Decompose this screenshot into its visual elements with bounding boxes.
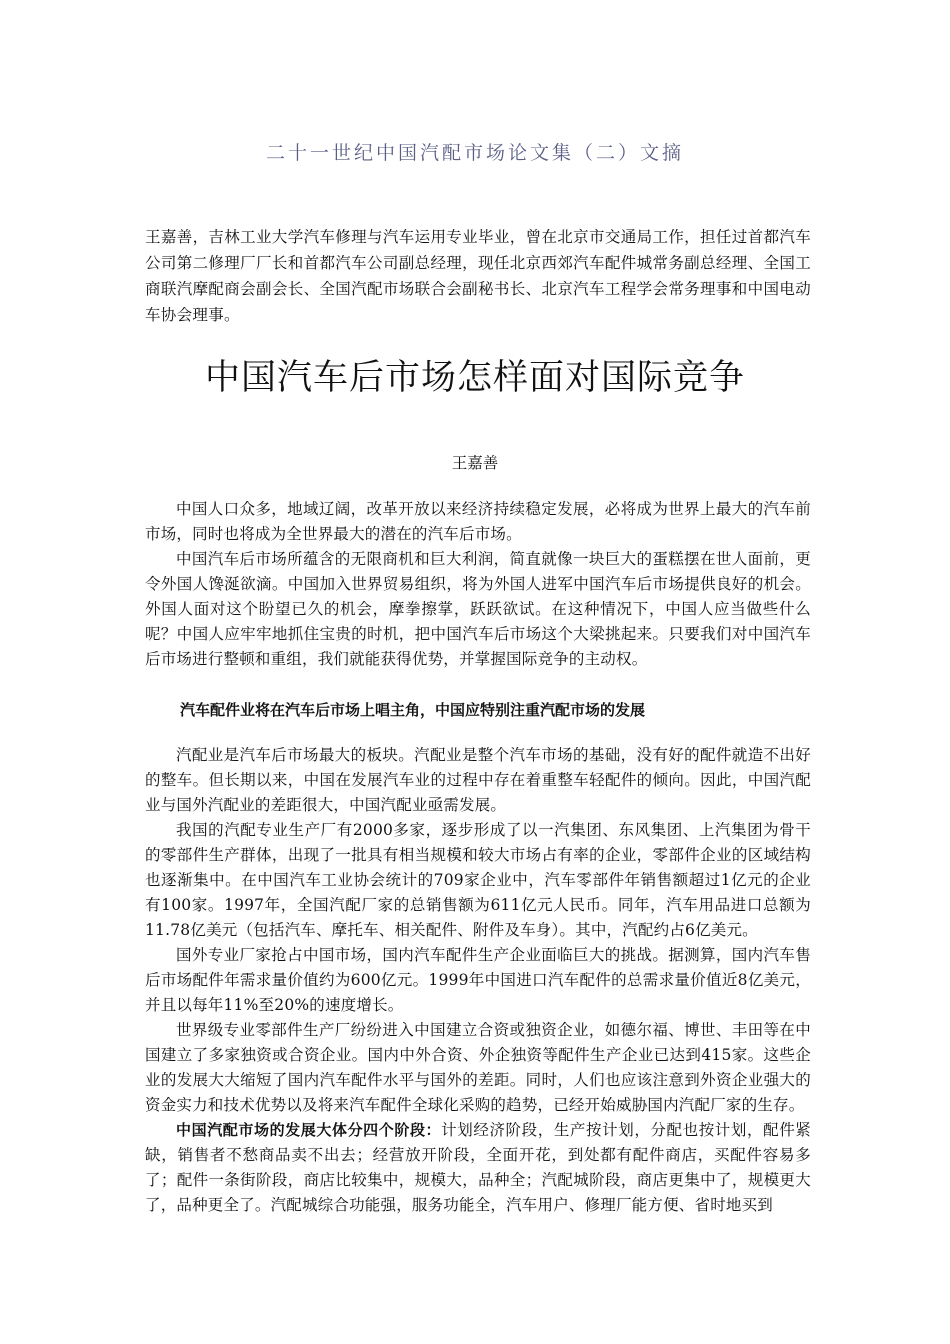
- section-heading: 汽车配件业将在汽车后市场上唱主角，中国应特别注重汽配市场的发展: [180, 701, 646, 719]
- article-title: 中国汽车后市场怎样面对国际竞争: [204, 358, 745, 398]
- author-bio: 王嘉善，吉林工业大学汽车修理与汽车运用专业毕业，曾在北京市交通局工作，担任过首都汽车公司第二修理厂厂长和首都汽车公司副总经理，现任北京西郊汽车配件城常务副总经理、全国工商联汽摩配商会副会长、全国汽配市场联合会副秘书长、北京汽车工程学会常务理事和中国电动车协会理事。: [145, 228, 811, 324]
- paragraph: 我国的汽配专业生产厂有2000多家，逐步形成了以一汽集团、东风集团、上汽集团为骨干的零部件生产群体，出现了一批具有相当规模和较大市场占有率的企业，零部件企业的区域结构也逐渐集中。在中国汽车工业协会统计的709家企业中，汽车零部件年销售额超过1亿元的企业有100家。1997年，全国汽配厂家的总销售额为611亿元人民币。同年，汽车用品进口总额为11.78亿美元（包括汽车、摩托车、相关配件、附件及车身）。其中，汽配约占6亿美元。: [145, 821, 811, 939]
- paragraph-stages: [145, 1118, 811, 1218]
- article-author: 王嘉善: [451, 454, 499, 472]
- paragraph: 汽配业是汽车后市场最大的板块。汽配业是整个汽车市场的基础，没有好的配件就造不出好的整车。但长期以来，中国在发展汽车业的过程中存在着重整车轻配件的倾向。因此，中国汽配业与国外汽配业的差距很大，中国汽配业亟需发展。: [145, 746, 811, 814]
- stages-text: 计划经济阶段，生产按计划，分配也按计划，配件紧缺，销售者不愁商品卖不出去；经营放开阶段，全面开花，到处都有配件商店，买配件容易多了；配件一条街阶段，商店比较集中，规模大，品种全；汽配城阶段，商店更集中了，规模更大了，品种更全了。汽配城综合功能强，服务功能全，汽车用户、修理厂能方便、省时地买到: [145, 1121, 811, 1214]
- paragraph: 国外专业厂家抢占中国市场，国内汽车配件生产企业面临巨大的挑战。据测算，国内汽车售后市场配件年需求量价值约为600亿元。1999年中国进口汽车配件的总需求量价值近8亿美元，并且以每年11%至20%的速度增长。: [145, 946, 811, 1014]
- running-header: 二十一世纪中国汽配市场论文集（二）文摘: [265, 142, 684, 164]
- paragraph: 中国人口众多，地域辽阔，改革开放以来经济持续稳定发展，必将成为世界上最大的汽车前市场，同时也将成为全世界最大的潜在的汽车后市场。: [145, 500, 811, 543]
- intro-section: [145, 497, 811, 672]
- main-section: [145, 743, 811, 1218]
- paragraph: 中国汽车后市场所蕴含的无限商机和巨大利润，简直就像一块巨大的蛋糕摆在世人面前，更令外国人馋涎欲滴。中国加入世界贸易组织，将为外国人进军中国汽车后市场提供良好的机会。外国人面对这个盼望已久的机会，摩拳擦掌，跃跃欲试。在这种情况下，中国人应当做些什么呢？中国人应牢牢地抓住宝贵的时机，把中国汽车后市场这个大梁挑起来。只要我们对中国汽车后市场进行整顿和重组，我们就能获得优势，并掌握国际竞争的主动权。: [145, 550, 811, 668]
- stages-lead: 中国汽配市场的发展大体分四个阶段：: [176, 1121, 442, 1139]
- paragraph: 世界级专业零部件生产厂纷纷进入中国建立合资或独资企业，如德尔福、博世、丰田等在中国建立了多家独资或合资企业。国内中外合资、外企独资等配件生产企业已达到415家。这些企业的发展大大缩短了国内汽车配件水平与国外的差距。同时，人们也应该注意到外资企业强大的资金实力和技术优势以及将来汽车配件全球化采购的趋势，已经开始威胁国内汽配厂家的生存。: [145, 1021, 811, 1114]
